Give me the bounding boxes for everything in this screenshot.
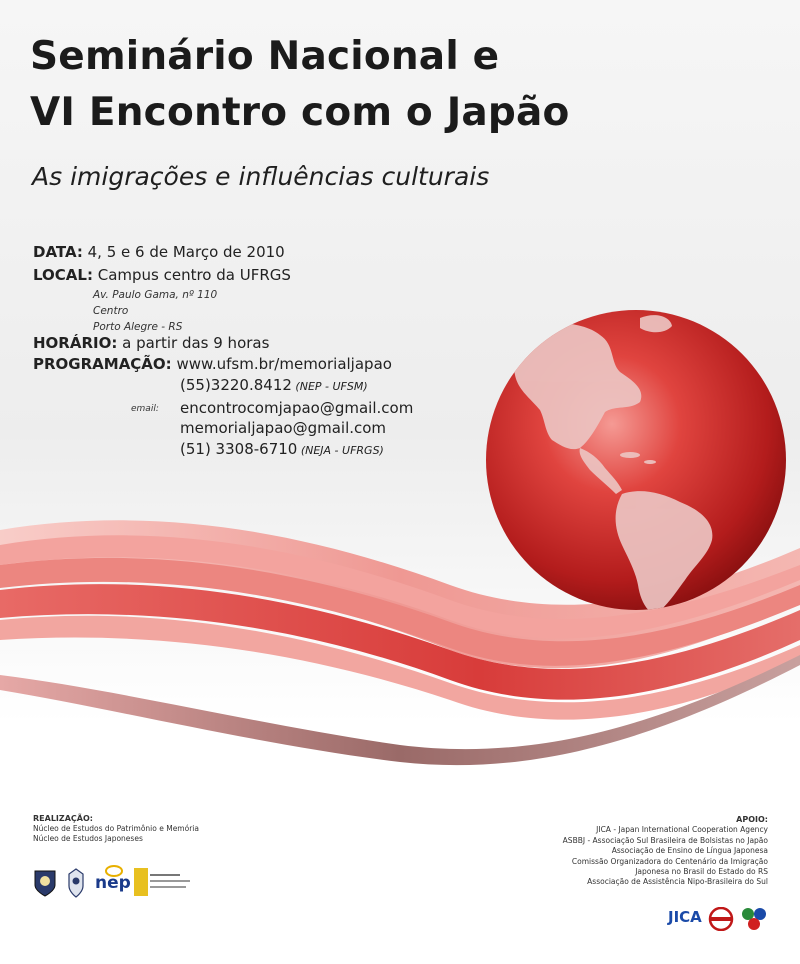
apoio-block [563,815,768,888]
horario-row [33,334,269,352]
ufrgs-seal-icon [67,868,85,898]
apoio-item-6: Associação de Assistência Nipo-Brasileira do Sul [587,877,768,887]
nep-logo-text: nep [95,873,131,893]
realizacao-heading: REALIZAÇÃO: [33,814,93,823]
programacao-row [33,355,392,373]
apoio-item-2: ASBBJ - Associação Sul Brasileira de Bolsistas no Japão [562,835,768,845]
address-line-1: Av. Paulo Gama, nº 110 [93,289,218,301]
nep-logo [94,864,130,894]
horario-value: a partir das 9 horas [117,334,270,352]
programacao-url[interactable]: www.ufsm.br/memorialjapao [171,355,392,373]
phone2: (51) 3308-6710 [180,440,298,458]
association-logo-icon [740,906,768,932]
phone1-row [180,376,368,394]
realizacao-block [33,814,199,844]
apoio-item-1: JICA - Japan International Cooperation Agency [596,825,768,835]
address-line-2: Centro [93,305,129,317]
programacao-label: PROGRAMAÇÃO: [33,355,172,373]
phone1-note: (NEP - UFSM) [291,380,368,393]
apoio-item-5: Japonesa no Brasil do Estado do RS [635,867,768,877]
asbbj-logo-icon [708,907,734,931]
date-label: DATA: [33,243,83,261]
subtitle: As imigrações e influências culturais [32,162,490,191]
apoio-heading: APOIO: [736,815,768,824]
phone2-row [180,440,384,458]
apoio-item-3: Associação de Ensino de Língua Japonesa [611,846,768,856]
phone2-note: (NEJA - UFRGS) [297,444,384,457]
local-value: Campus centro da UFRGS [92,266,291,284]
horario-label: HORÁRIO: [33,334,118,352]
email-label: email: [131,404,159,414]
realizacao-item-2: Núcleo de Estudos Japoneses [33,834,143,843]
local-row [33,266,291,284]
address-line-3: Porto Alegre - RS [93,321,183,333]
date-value: 4, 5 e 6 de Março de 2010 [82,243,285,261]
local-label: LOCAL: [33,266,93,284]
email-2[interactable]: memorialjapao@gmail.com [180,419,387,437]
email-1[interactable]: encontrocomjapao@gmail.com [180,399,414,417]
phone1: (55)3220.8412 [180,376,292,394]
apoio-item-4: Comissão Organizadora do Centenário da Imigração [571,856,768,866]
date-row [33,243,285,261]
realizacao-item-1: Núcleo de Estudos do Patrimônio e Memória [33,824,199,833]
neja-logo [134,868,194,896]
jica-logo: JICA [668,908,702,926]
title-line-2: VI Encontro com o Japão [30,90,570,135]
title-line-1: Seminário Nacional e [30,34,500,79]
ufsm-seal-icon [33,869,57,897]
